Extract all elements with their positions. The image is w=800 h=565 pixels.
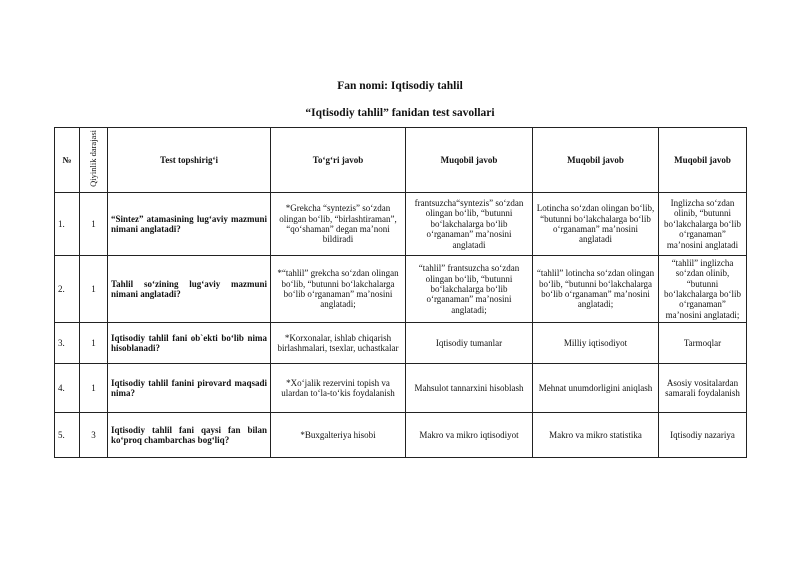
col-header-correct-answer: To‘g‘ri javob: [271, 128, 406, 193]
difficulty-level: 1: [80, 256, 108, 323]
row-number: 3.: [55, 323, 80, 364]
alt-answer-2: Lotincha so‘zdan olingan bo‘lib, “butunni bo‘lakchalarga bo‘lib o‘rganaman” ma’nosini anglatadi: [533, 193, 659, 256]
correct-answer: *Buxgalteriya hisobi: [271, 413, 406, 458]
col-header-alt-answer-3: Muqobil javob: [659, 128, 747, 193]
table-row: [55, 413, 747, 458]
alt-answer-2: “tahlil” lotincha so‘zdan olingan bo‘lib, “butunni bo‘lakchalarga bo‘lib o‘rganaman” ma’nosini anglatadi;: [533, 256, 659, 323]
alt-answer-3: Iqtisodiy nazariya: [659, 413, 747, 458]
question-text: Iqtisodiy tahlil fani ob`ekti bo‘lib nima hisoblanadi?: [108, 323, 271, 364]
correct-answer: *Grekcha “syntezis” so‘zdan olingan bo‘lib, “birlashtiraman”, “qo‘shaman” degan ma’noni bildiradi: [271, 193, 406, 256]
alt-answer-1: frantsuzcha“syntezis” so‘zdan olingan bo‘lib, “butunni bo‘lakchalarga bo‘lib o‘rganaman” ma’nosini anglatadi: [406, 193, 533, 256]
correct-answer: *Xo‘jalik rezervini topish va ulardan to‘la-to‘kis foydalanish: [271, 364, 406, 413]
question-text: Iqtisodiy tahlil fanini pirovard maqsadi nima?: [108, 364, 271, 413]
row-number: 5.: [55, 413, 80, 458]
alt-answer-3: Inglizcha so‘zdan olinib, “butunni bo‘lakchalarga bo‘lib o‘rganaman” ma’nosini anglatadi: [659, 193, 747, 256]
difficulty-level: 3: [80, 413, 108, 458]
alt-answer-1: “tahlil” frantsuzcha so‘zdan olingan bo‘lib, “butunni bo‘lakchalarga bo‘lib o‘rganaman” ma’nosini anglatadi;: [406, 256, 533, 323]
correct-answer: *“tahlil” grekcha so‘zdan olingan bo‘lib, “butunni bo‘lakchalarga bo‘lib o‘rganaman” ma’nosini anglatadi;: [271, 256, 406, 323]
table-row: [55, 323, 747, 364]
test-questions-table: [54, 127, 747, 458]
difficulty-level: 1: [80, 193, 108, 256]
document-title: “Iqtisodiy tahlil” fanidan test savollari: [305, 107, 495, 119]
col-header-alt-answer-1: Muqobil javob: [406, 128, 533, 193]
col-header-number: №: [55, 128, 80, 193]
row-number: 2.: [55, 256, 80, 323]
alt-answer-2: Mehnat unumdorligini aniqlash: [533, 364, 659, 413]
question-text: Iqtisodiy tahlil fani qaysi fan bilan ko‘proq chambarchas bog‘liq?: [108, 413, 271, 458]
alt-answer-3: “tahlil” inglizcha so‘zdan olinib, “butunni bo‘lakchalarga bo‘lib o‘rganaman” ma’nosini anglatadi;: [659, 256, 747, 323]
alt-answer-2: Milliy iqtisodiyot: [533, 323, 659, 364]
alt-answer-1: Makro va mikro iqtisodiyot: [406, 413, 533, 458]
alt-answer-1: Iqtisodiy tumanlar: [406, 323, 533, 364]
row-number: 4.: [55, 364, 80, 413]
table-row: [55, 193, 747, 256]
alt-answer-1: Mahsulot tannarxini hisoblash: [406, 364, 533, 413]
alt-answer-2: Makro va mikro statistika: [533, 413, 659, 458]
alt-answer-3: Tarmoqlar: [659, 323, 747, 364]
alt-answer-3: Asosiy vositalardan samarali foydalanish: [659, 364, 747, 413]
col-header-alt-answer-2: Muqobil javob: [533, 128, 659, 193]
difficulty-level: 1: [80, 323, 108, 364]
question-text: “Sintez” atamasining lug‘aviy mazmuni nimani anglatadi?: [108, 193, 271, 256]
difficulty-level: 1: [80, 364, 108, 413]
correct-answer: *Korxonalar, ishlab chiqarish birlashmalari, tsexlar, uchastkalar: [271, 323, 406, 364]
table-row: [55, 364, 747, 413]
subject-name: Fan nomi: Iqtisodiy tahlil: [337, 80, 463, 92]
col-header-question: Test topshirig‘i: [108, 128, 271, 193]
table-row: [55, 256, 747, 323]
difficulty-label: Qiyinlik darajasi: [87, 130, 98, 188]
col-header-difficulty: [80, 128, 108, 193]
row-number: 1.: [55, 193, 80, 256]
question-text: Tahlil so‘zining lug‘aviy mazmuni nimani anglatadi?: [108, 256, 271, 323]
table-header-row: [55, 128, 747, 193]
